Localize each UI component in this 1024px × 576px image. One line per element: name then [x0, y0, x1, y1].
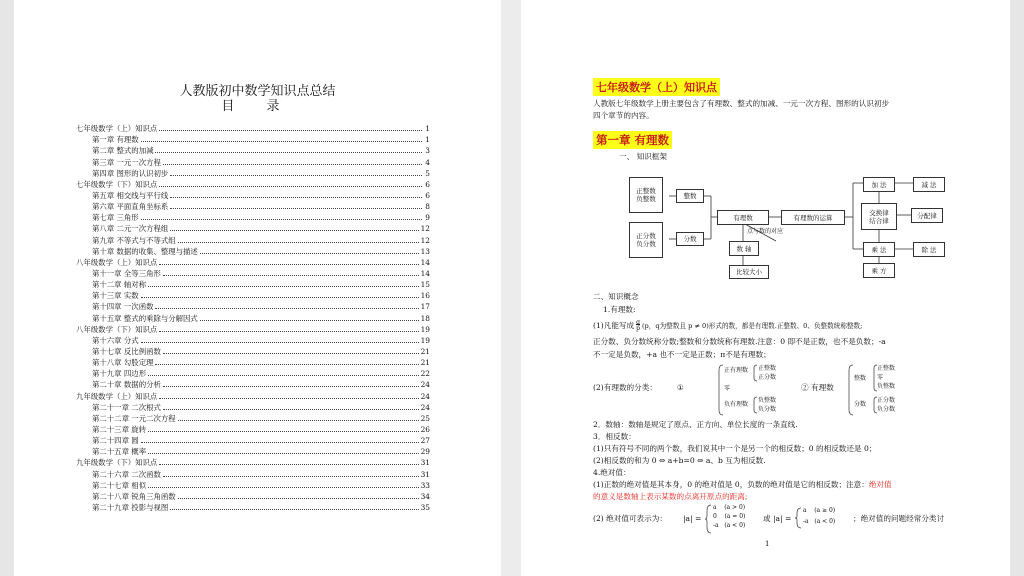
- page-gutter: [501, 0, 521, 576]
- toc-entry-page: 21: [420, 346, 430, 356]
- class1-negative-rational: 负有理数: [724, 401, 749, 408]
- toc-entry-label: 九年级数学（上）知识点: [76, 391, 158, 401]
- toc-entry-page: 8: [425, 202, 430, 212]
- toc-leader-dots: [163, 386, 419, 387]
- toc-leader-dots: [170, 509, 418, 510]
- classification-1-marker: ①: [677, 383, 684, 392]
- toc-entry-label: 第十三章 实数: [92, 291, 139, 301]
- toc-entry-label: 第二十一章 二次根式: [92, 402, 161, 412]
- toc-entry[interactable]: [76, 290, 430, 301]
- abs-formula-2-row-2: -a (a < 0): [803, 518, 836, 525]
- toc-entry-page: 18: [420, 313, 430, 323]
- para-opposite-heading: 3．相反数：: [593, 432, 636, 441]
- toc-entry-page: 14: [420, 257, 430, 267]
- toc-leader-dots: [170, 208, 422, 209]
- toc-entry[interactable]: [76, 156, 430, 167]
- toc-entry-label: 第十七章 反比例函数: [92, 346, 161, 356]
- toc-entry[interactable]: [76, 435, 430, 446]
- abs-formula-or: 或: [763, 514, 771, 523]
- abs-formula-1-lhs: |a| =: [683, 514, 702, 523]
- toc-entry-label: 第八章 二元一次方程组: [92, 224, 169, 234]
- para-opposite-1: (1)只有符号不同的两个数，我们说其中一个是另一个的相反数；0 的相反数还是 0；: [593, 444, 877, 453]
- toc-entry[interactable]: [76, 457, 430, 468]
- classification-2-marker: ② 有理数: [801, 383, 834, 392]
- toc-leader-dots: [159, 331, 418, 332]
- toc-leader-dots: [170, 175, 422, 176]
- toc-entry-page: 29: [420, 447, 430, 457]
- toc-entry-label: 第九章 不等式与不等式组: [92, 235, 176, 245]
- toc-page: [14, 0, 501, 576]
- toc-leader-dots: [200, 253, 419, 254]
- toc-entry-label: 第二十七章 相似: [92, 480, 147, 490]
- toc-entry-page: 33: [420, 480, 430, 490]
- toc-leader-dots: [148, 487, 419, 488]
- toc-entry-label: 第二十二章 一元二次方程: [92, 413, 176, 423]
- toc-leader-dots: [163, 275, 419, 276]
- abs-formula-1-row-3: -a (a < 0): [713, 522, 746, 529]
- toc-entry-label: 第二十三章 旋转: [92, 424, 147, 434]
- toc-entry-page: 15: [420, 280, 430, 290]
- abs-formula-2-lhs: |a| =: [773, 514, 792, 523]
- toc-entry-label: 第十章 数据的收集、整理与描述: [92, 246, 198, 256]
- toc-entry[interactable]: [76, 201, 430, 212]
- toc-entry[interactable]: [76, 446, 430, 457]
- toc-leader-dots: [170, 197, 422, 198]
- section-framework-heading: 一、 知识框架: [619, 152, 667, 161]
- chapter-title: 第一章 有理数: [593, 131, 672, 149]
- para-absolute-1: (1)正数的绝对值是其本身，0 的绝对值是 0，负数的绝对值是它的相反数；注意：绝对值: [593, 480, 892, 489]
- toc-entry-page: 24: [420, 380, 430, 390]
- toc-entry-page: 31: [420, 469, 430, 479]
- toc-leader-dots: [148, 453, 419, 454]
- toc-entry-label: 第二十四章 圆: [92, 436, 139, 446]
- para-classification-label: (2)有理数的分类：: [593, 383, 657, 392]
- toc-leader-dots: [141, 141, 422, 142]
- toc-entry[interactable]: [76, 324, 430, 335]
- toc-entry[interactable]: [76, 234, 430, 245]
- toc-entry-page: 6: [425, 190, 430, 200]
- toc-leader-dots: [170, 230, 418, 231]
- abs-brace-2: [795, 506, 803, 530]
- toc-entry[interactable]: [76, 335, 430, 346]
- toc-leader-dots: [148, 375, 419, 376]
- toc-leader-dots: [159, 464, 418, 465]
- toc-entry-label: 第三章 一元一次方程: [92, 157, 161, 167]
- toc-entry-label: 八年级数学（上）知识点: [76, 257, 158, 267]
- toc-entry[interactable]: [76, 502, 430, 513]
- para-rational-definition: (1)凡能写成 q p (p，q为整数且 p ≠ 0)形式的数，都是有理数.正整数、0、负整数统称整数;: [593, 319, 863, 332]
- toc-entry-page: 31: [420, 458, 430, 468]
- page-number: 1: [765, 540, 770, 548]
- toc-leader-dots: [155, 152, 422, 153]
- toc-entry-page: 34: [420, 491, 430, 501]
- toc-entry[interactable]: [76, 480, 430, 491]
- toc-entry-page: 22: [420, 369, 430, 379]
- toc-leader-dots: [163, 409, 419, 410]
- toc-leader-dots: [159, 264, 418, 265]
- toc-entry-page: 14: [420, 268, 430, 278]
- toc-entry[interactable]: [76, 223, 430, 234]
- box-addition: 加 法: [863, 177, 895, 192]
- toc-leader-dots: [155, 308, 418, 309]
- toc-list: [76, 123, 430, 513]
- toc-leader-dots: [141, 442, 419, 443]
- toc-entry-label: 第十六章 分式: [92, 335, 139, 345]
- toc-entry-page: 4: [425, 157, 430, 167]
- toc-leader-dots: [163, 164, 422, 165]
- toc-entry-label: 第二十六章 二次函数: [92, 469, 161, 479]
- class1-negative-integer: 负整数: [758, 397, 777, 404]
- class1-zero: 零: [724, 385, 731, 392]
- toc-title: 人教版初中数学知识点总结: [179, 84, 336, 99]
- toc-entry[interactable]: [76, 279, 430, 290]
- box-power: 乘 方: [863, 263, 895, 278]
- box-laws: 交换律 结合律: [861, 203, 897, 230]
- para-absolute-2-label: (2) 绝对值可表示为：: [593, 514, 667, 523]
- toc-entry[interactable]: [76, 123, 430, 134]
- toc-entry[interactable]: [76, 346, 430, 357]
- toc-entry-label: 第六章 平面直角坐标系: [92, 202, 169, 212]
- toc-entry[interactable]: [76, 413, 430, 424]
- toc-entry-page: 24: [420, 402, 430, 412]
- toc-leader-dots: [159, 186, 422, 187]
- toc-entry[interactable]: [76, 357, 430, 368]
- toc-entry-label: 第十二章 轴对称: [92, 280, 147, 290]
- toc-entry[interactable]: [76, 145, 430, 156]
- toc-entry-page: 5: [425, 168, 430, 178]
- class1-positive-rational: 正有理数: [724, 367, 749, 374]
- toc-entry[interactable]: [76, 179, 430, 190]
- toc-entry-page: 17: [420, 302, 430, 312]
- toc-entry-label: 八年级数学（下）知识点: [76, 324, 158, 334]
- toc-entry-page: 19: [420, 324, 430, 334]
- toc-entry-label: 第一章 有理数: [92, 135, 139, 145]
- toc-entry-label: 第十四章 一次函数: [92, 302, 154, 312]
- toc-entry-page: 19: [420, 335, 430, 345]
- toc-leader-dots: [178, 242, 419, 243]
- toc-entry[interactable]: [76, 301, 430, 312]
- toc-entry-page: 25: [420, 413, 430, 423]
- box-division: 除 法: [913, 242, 945, 257]
- box-integers: 整数: [676, 189, 704, 203]
- toc-entry-label: 七年级数学（上）知识点: [76, 124, 158, 134]
- box-multiplication: 乘 法: [863, 242, 895, 257]
- box-integer-types: 正整数 负整数: [629, 177, 663, 213]
- section-concepts-heading: 二、知识概念: [593, 292, 639, 301]
- abs-formula-2-row-1: a (a ≥ 0): [803, 507, 836, 514]
- para-absolute-red: 的意义是数轴上表示某数的点离开原点的距离;: [593, 492, 748, 501]
- toc-entry[interactable]: [76, 257, 430, 268]
- abs-brace-1: [705, 503, 713, 535]
- class1-positive-integer: 正整数: [758, 365, 777, 372]
- toc-entry[interactable]: [76, 168, 430, 179]
- box-fractions: 分数: [676, 232, 704, 246]
- toc-entry-label: 第二章 整式的加减: [92, 146, 154, 156]
- toc-leader-dots: [148, 431, 419, 432]
- para-absolute-2-tail: ；绝对值的问题经常分类讨: [853, 514, 945, 523]
- toc-entry[interactable]: [76, 190, 430, 201]
- box-rational-number: 有理数: [717, 210, 769, 225]
- para-number-line: 2．数轴：数轴是规定了原点、正方向、单位长度的一条直线.: [593, 420, 798, 429]
- box-number-line: 数 轴: [729, 241, 759, 256]
- content-page: [521, 0, 1010, 576]
- toc-leader-dots: [155, 364, 418, 365]
- toc-entry-page: 12: [420, 235, 430, 245]
- box-compare: 比较大小: [729, 265, 769, 279]
- toc-entry[interactable]: [76, 402, 430, 413]
- toc-entry-label: 第七章 三角形: [92, 213, 139, 223]
- box-fraction-types: 正分数 负分数: [629, 222, 663, 258]
- toc-entry[interactable]: [76, 134, 430, 145]
- intro-line-1: 人教版七年级数学上册主要包含了有理数、整式的加减、一元一次方程、图形的认识初步: [593, 99, 890, 108]
- toc-entry-label: 第二十五章 概率: [92, 447, 147, 457]
- para-rational-line-3: 不一定是负数，+a 也不一定是正数；π不是有理数；: [593, 350, 771, 359]
- toc-entry-label: 第十五章 整式的乘除与分解因式: [92, 313, 198, 323]
- class1-negative-fraction: 负分数: [758, 406, 777, 413]
- toc-entry-page: 35: [420, 502, 430, 512]
- toc-entry-label: 第二十八章 锐角三角函数: [92, 491, 176, 501]
- toc-leader-dots: [141, 297, 419, 298]
- toc-leader-dots: [163, 476, 419, 477]
- abs-formula-1-row-1: a (a > 0): [713, 504, 746, 511]
- toc-leader-dots: [148, 286, 419, 287]
- class2-positive-integer: 正整数: [877, 365, 896, 372]
- toc-entry[interactable]: [76, 379, 430, 390]
- toc-leader-dots: [163, 353, 419, 354]
- section-title: 七年级数学（上）知识点: [593, 78, 720, 96]
- toc-entry-page: 9: [425, 213, 430, 223]
- toc-entry[interactable]: [76, 491, 430, 502]
- toc-entry-page: 3: [425, 146, 430, 156]
- class2-negative-integer: 负整数: [877, 383, 896, 390]
- para-opposite-2: (2)相反数的和为 0 ⇔ a+b=0 ⇔ a、b 互为相反数.: [593, 456, 766, 465]
- toc-leader-dots: [141, 219, 422, 220]
- toc-subtitle: 目 录: [221, 99, 294, 114]
- toc-entry[interactable]: [76, 268, 430, 279]
- toc-leader-dots: [178, 420, 419, 421]
- toc-entry-page: 6: [425, 179, 430, 189]
- toc-entry-page: 27: [420, 436, 430, 446]
- toc-leader-dots: [141, 342, 419, 343]
- abs-formula-1-row-2: 0 (a = 0): [713, 513, 746, 520]
- label-point-number-correspondence: 点与数的对应: [747, 228, 784, 235]
- class2-negative-fraction: 负分数: [877, 406, 896, 413]
- toc-entry[interactable]: [76, 246, 430, 257]
- box-operations: 有理数的运算: [781, 210, 845, 225]
- toc-entry-label: 第十八章 勾股定理: [92, 358, 154, 368]
- class2-positive-fraction: 正分数: [877, 397, 896, 404]
- absolute-note-red: 绝对值: [868, 480, 892, 489]
- intro-line-2: 四个章节的内容。: [593, 111, 654, 120]
- toc-leader-dots: [200, 320, 419, 321]
- para-absolute-heading: 4.绝对值：: [593, 468, 631, 477]
- toc-entry-page: 26: [420, 424, 430, 434]
- toc-entry[interactable]: [76, 312, 430, 323]
- toc-entry-label: 第十一章 全等三角形: [92, 268, 161, 278]
- class1-positive-fraction: 正分数: [758, 374, 777, 381]
- toc-entry[interactable]: [76, 424, 430, 435]
- toc-entry-label: 九年级数学（下）知识点: [76, 458, 158, 468]
- toc-entry-label: 第二十章 数据的分析: [92, 380, 161, 390]
- toc-entry-label: 第十九章 四边形: [92, 369, 147, 379]
- toc-entry-label: 七年级数学（下）知识点: [76, 179, 158, 189]
- toc-entry-page: 13: [420, 246, 430, 256]
- toc-leader-dots: [178, 498, 419, 499]
- toc-entry-page: 16: [420, 291, 430, 301]
- box-subtraction: 减 法: [913, 177, 945, 192]
- toc-entry-label: 第二十九章 投影与视图: [92, 502, 169, 512]
- class2-fraction: 分数: [854, 401, 867, 408]
- toc-entry[interactable]: [76, 468, 430, 479]
- class2-integer: 整数: [854, 375, 867, 382]
- toc-entry[interactable]: [76, 368, 430, 379]
- toc-entry-page: 24: [420, 391, 430, 401]
- toc-entry-page: 21: [420, 358, 430, 368]
- toc-leader-dots: [159, 398, 418, 399]
- toc-entry[interactable]: [76, 212, 430, 223]
- toc-entry-page: 1: [425, 124, 430, 134]
- toc-entry-label: 第五章 相交线与平行线: [92, 190, 169, 200]
- toc-entry[interactable]: [76, 390, 430, 401]
- toc-entry-page: 12: [420, 224, 430, 234]
- toc-leader-dots: [159, 130, 422, 131]
- toc-entry-page: 1: [425, 135, 430, 145]
- box-distributive: 分配律: [911, 208, 943, 223]
- para-rational-heading: 1.有理数:: [603, 305, 636, 314]
- class2-zero: 零: [877, 374, 884, 381]
- para-rational-line-2: 正分数、负分数统称分数;整数和分数统称有理数.注意：0 即不是正数，也不是负数；-a: [593, 337, 886, 346]
- toc-entry-label: 第四章 图形的认识初步: [92, 168, 169, 178]
